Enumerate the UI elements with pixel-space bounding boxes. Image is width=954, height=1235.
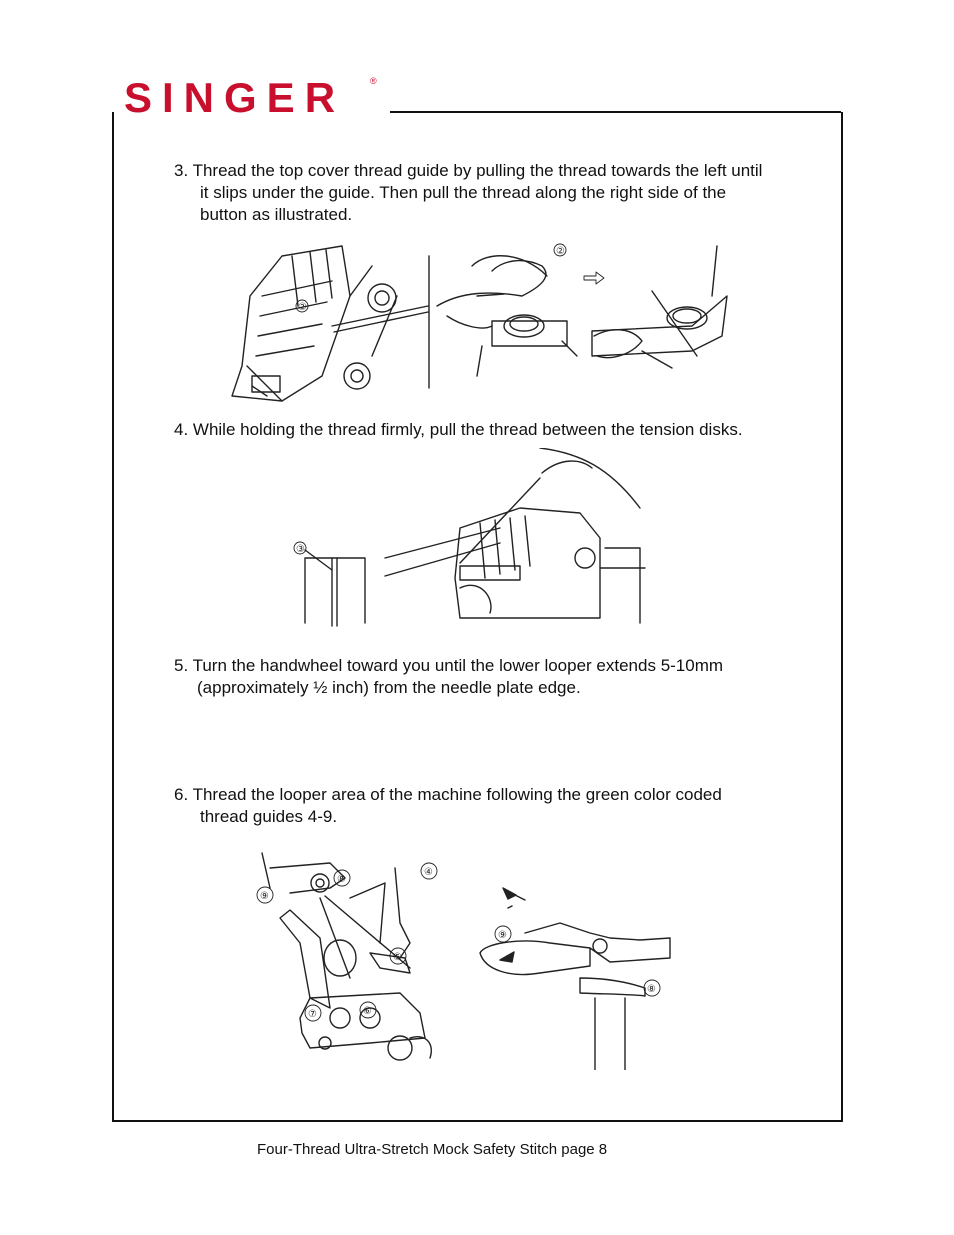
step-5-line-1: 5. Turn the handwheel toward you until the lower looper extends 5-10mm — [174, 656, 724, 675]
svg-text:⑧: ⑧ — [337, 874, 346, 885]
svg-text:②: ② — [556, 246, 565, 257]
step-4-illustration — [280, 448, 650, 628]
lower-looper-drawing — [480, 888, 670, 1070]
step-3-text — [174, 160, 762, 226]
looper-area-drawing — [257, 853, 437, 1060]
tension-disks-closeup-drawing — [294, 542, 365, 626]
svg-text:⑨: ⑨ — [498, 930, 507, 941]
step-3-line-1: 3. Thread the top cover thread guide by pulling the thread towards the left until — [174, 161, 763, 180]
step-6-illustration — [250, 848, 680, 1070]
step-4-text — [174, 419, 743, 441]
page-footer: Four-Thread Ultra-Stretch Mock Safety Stitch page 8 — [257, 1141, 608, 1158]
step-6-line-2: thread guides 4-9. — [200, 807, 338, 826]
step-5-text — [174, 655, 723, 699]
svg-text:②: ② — [298, 302, 307, 313]
svg-text:SINGER: SINGER — [124, 74, 346, 121]
cover-guide-hand-drawing — [437, 244, 604, 376]
step-3-line-3: button as illustrated. — [200, 205, 353, 224]
step-6-text — [174, 784, 722, 828]
svg-text:⑧: ⑧ — [647, 984, 656, 995]
step-6-line-1: 6. Thread the looper area of the machine following the green color coded — [174, 785, 722, 804]
svg-text:⑤: ⑤ — [393, 952, 402, 963]
svg-text:③: ③ — [296, 544, 305, 555]
svg-text:⑥: ⑥ — [363, 1006, 372, 1017]
tension-unit-drawing — [232, 246, 428, 401]
step-3-illustration — [222, 236, 746, 404]
svg-text:⑨: ⑨ — [260, 891, 269, 902]
svg-text:®: ® — [370, 76, 377, 86]
cover-guide-button-drawing — [592, 246, 727, 368]
step-3-line-2: it slips under the guide. Then pull the thread along the right side of the — [200, 183, 727, 202]
step-4-line-1: 4. While holding the thread firmly, pull the thread between the tension disks. — [174, 420, 743, 439]
hand-pulling-thread-drawing — [455, 448, 645, 623]
svg-text:④: ④ — [424, 867, 433, 878]
step-5-line-2: (approximately ½ inch) from the needle plate edge. — [197, 678, 581, 697]
svg-text:⑦: ⑦ — [308, 1009, 317, 1020]
